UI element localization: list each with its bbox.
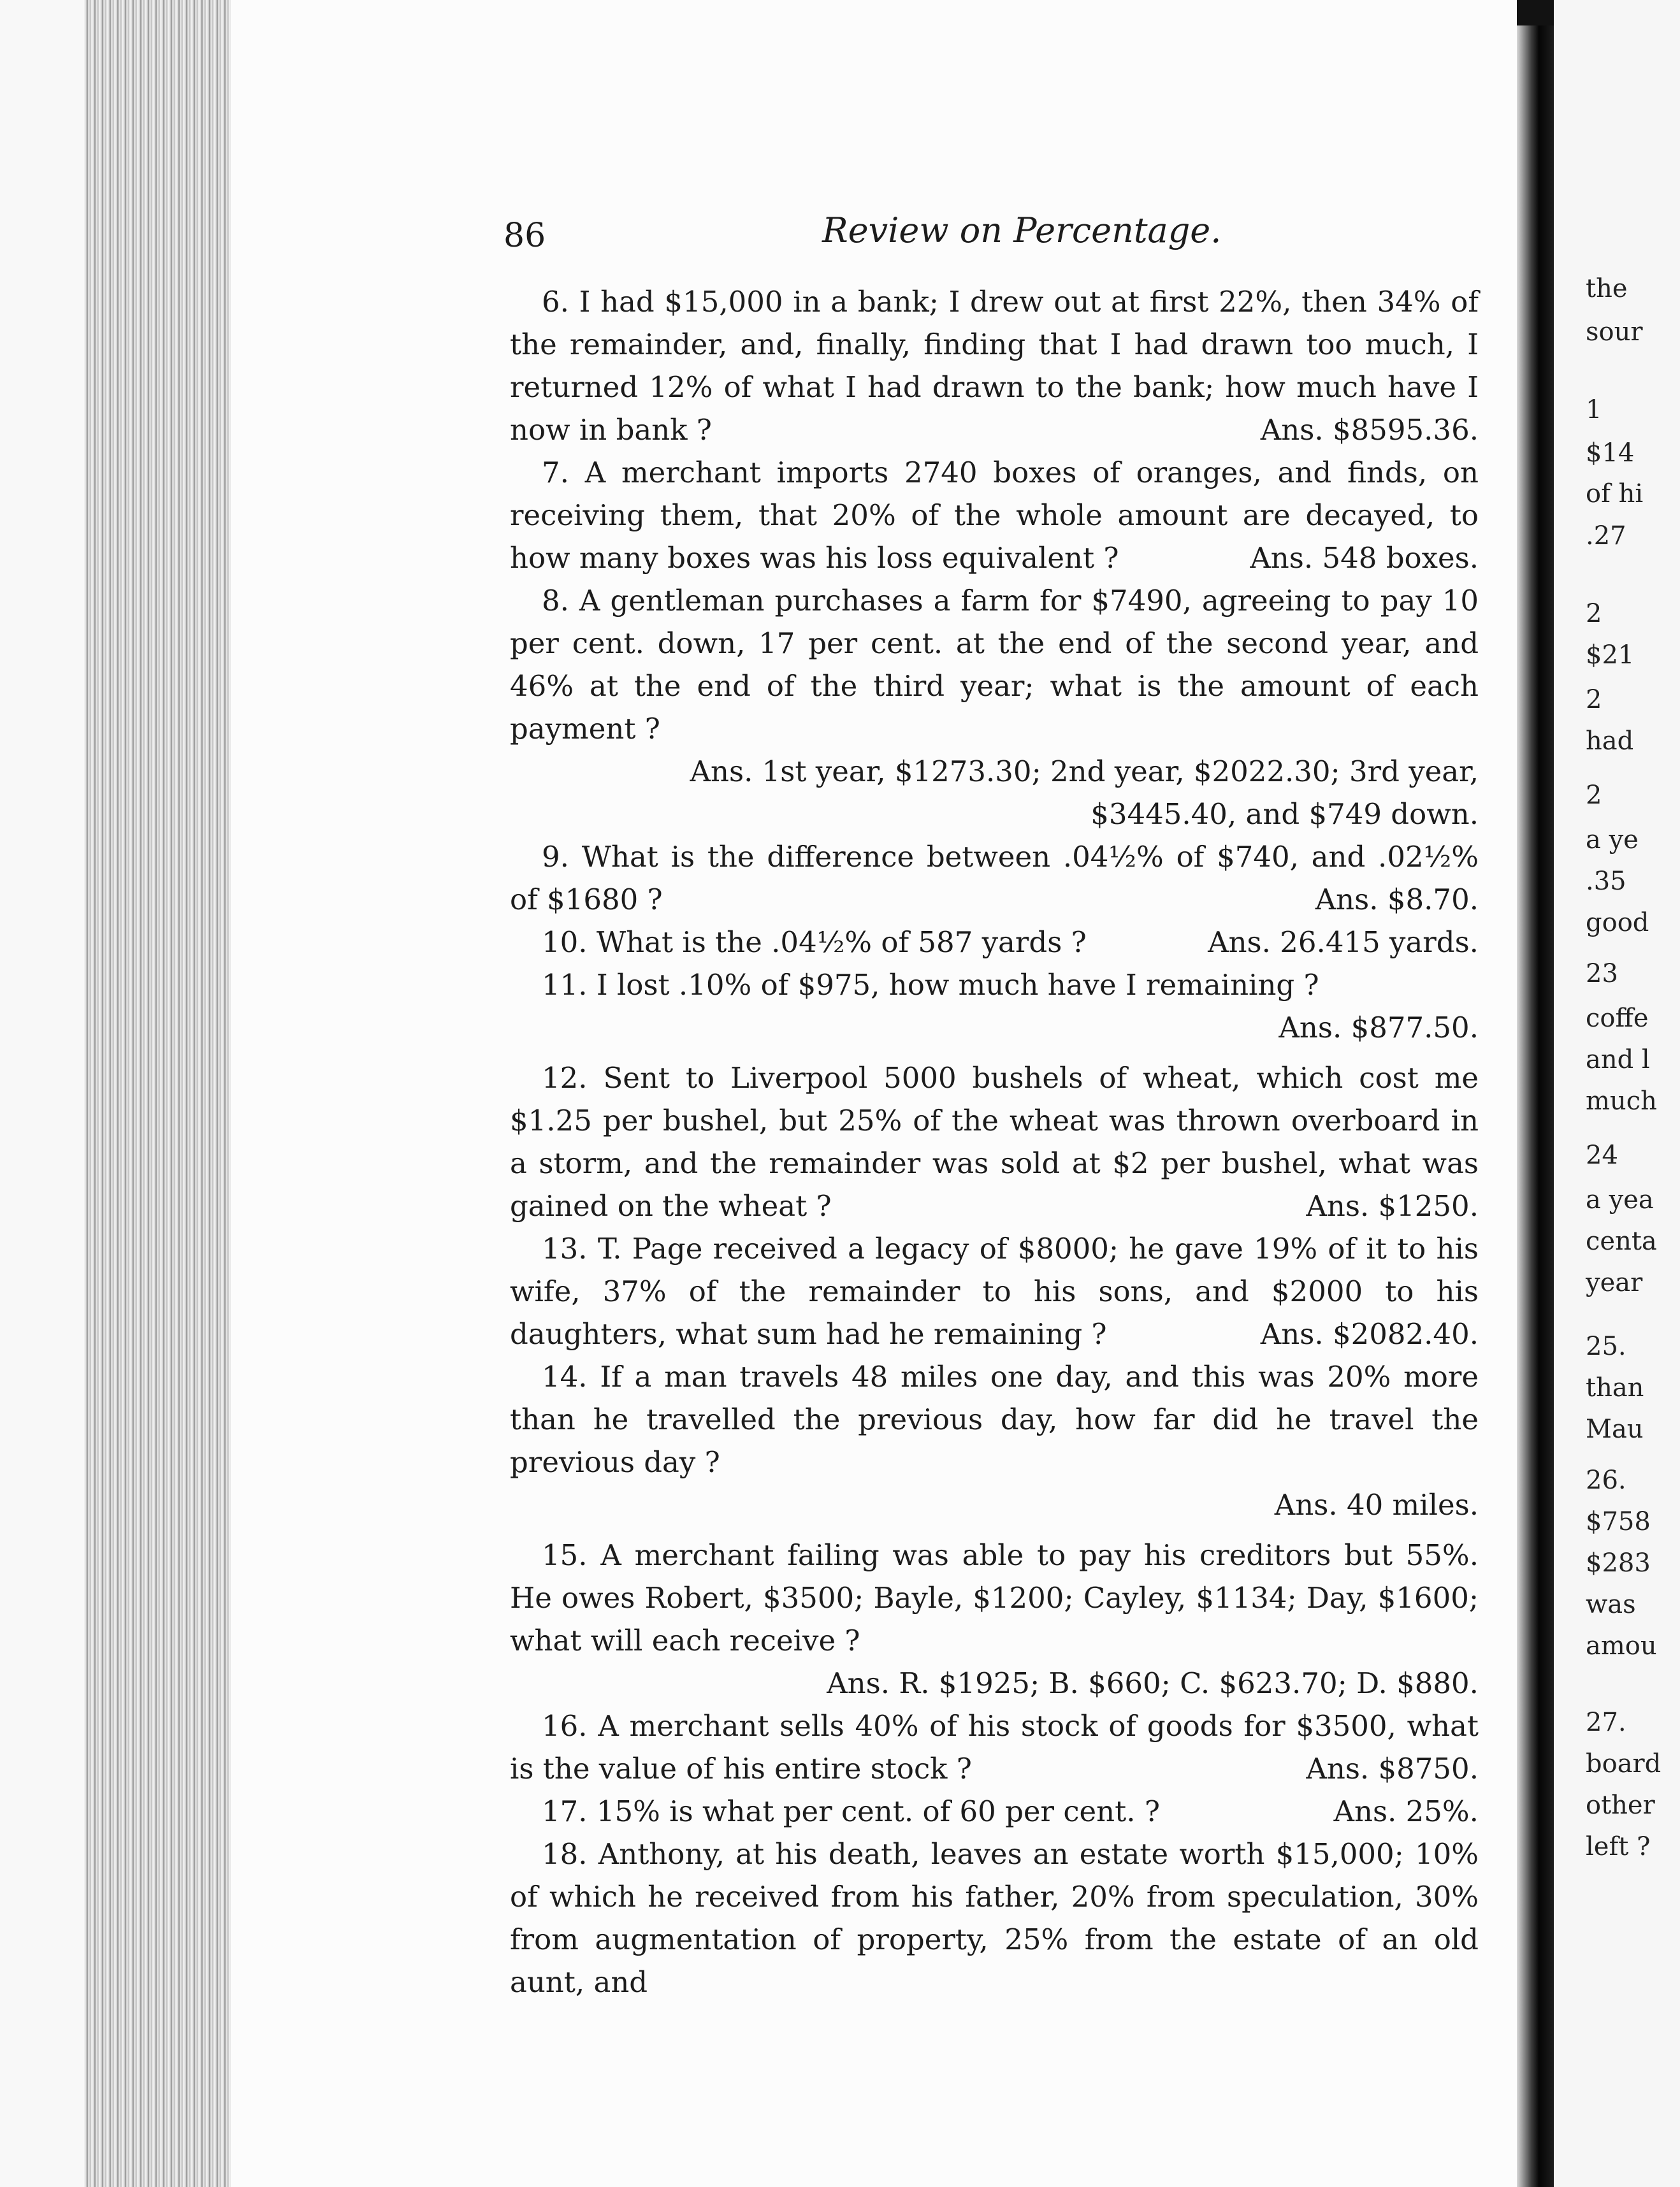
problem-answer: Ans. $877.50.	[1278, 1011, 1479, 1044]
problem-number: 16.	[542, 1709, 588, 1743]
scan-left-margin	[0, 0, 84, 2187]
facing-line: left ?	[1586, 1832, 1651, 1861]
problem-text: What is the .04½% of 587 yards ?	[596, 925, 1087, 959]
facing-line: Mau	[1586, 1415, 1644, 1444]
facing-line: than	[1586, 1373, 1644, 1403]
problem-14	[510, 1355, 1479, 1483]
problem-answer: Ans. 25%.	[1333, 1794, 1479, 1828]
facing-line: 1	[1586, 395, 1602, 424]
facing-line: sour	[1586, 317, 1643, 347]
problem-answer: Ans. $8750.	[1306, 1752, 1479, 1786]
problem-answer: $3445.40, and $749 down.	[1090, 797, 1479, 831]
problem-answer: Ans. $8595.36.	[1260, 413, 1479, 447]
problem-7	[510, 451, 1479, 579]
facing-line: .27	[1586, 521, 1626, 551]
facing-line: $283	[1586, 1548, 1651, 1578]
problem-15	[510, 1534, 1479, 1662]
facing-line: a ye	[1586, 825, 1639, 855]
problem-text: I lost .10% of $975, how much have I remaining ?	[596, 968, 1319, 1002]
problem-6	[510, 280, 1479, 451]
problem-number: 10.	[542, 925, 588, 959]
book-gutter	[1517, 25, 1554, 2187]
facing-line: coffe	[1586, 1004, 1649, 1033]
problem-text: Sent to Liverpool 5000 bushels of wheat, which cost me $1.25 per bushel, but 25% of the wheat was thrown overboard in a storm, and the remainder was sold at $2 per bushel, what was gained on the wheat ?	[510, 1061, 1479, 1223]
book-fore-edge	[84, 0, 231, 2187]
problem-list	[510, 280, 1479, 2003]
problem-text: If a man travels 48 miles one day, and this was 20% more than he travelled the previous day, how far did he travel the previous day ?	[510, 1360, 1479, 1479]
problem-10	[510, 921, 1479, 964]
problem-18	[510, 1833, 1479, 2003]
problem-text: A merchant imports 2740 boxes of oranges, and finds, on receiving them, that 20% of the whole amount are decayed, to how many boxes was his loss equivalent ?	[510, 456, 1479, 575]
facing-line: 27.	[1586, 1708, 1626, 1737]
facing-line: centa	[1586, 1227, 1657, 1256]
facing-line: was	[1586, 1590, 1636, 1619]
problem-9	[510, 835, 1479, 921]
facing-line: .35	[1586, 867, 1626, 896]
problem-text: Anthony, at his death, leaves an estate worth $15,000; 10% of which he received from his father, 20% from speculation, 30% from augmentation of property, 25% from the estate of an old aunt, and	[510, 1837, 1479, 1999]
facing-line: board	[1586, 1749, 1662, 1779]
problem-text: 15% is what per cent. of 60 per cent. ?	[596, 1794, 1160, 1828]
facing-line: had	[1586, 726, 1634, 756]
problem-answer: Ans. R. $1925; B. $660; C. $623.70; D. $880.	[827, 1666, 1479, 1700]
facing-line: 2	[1586, 781, 1602, 810]
facing-line: 26.	[1586, 1466, 1626, 1495]
page-number: 86	[503, 217, 546, 255]
facing-line: and l	[1586, 1045, 1650, 1074]
facing-line: good	[1586, 908, 1649, 937]
problem-8	[510, 579, 1479, 750]
problem-number: 6.	[542, 285, 569, 319]
facing-line: $14	[1586, 438, 1635, 468]
problem-answer: Ans. 26.415 yards.	[1208, 925, 1479, 959]
facing-page-fragment	[1554, 0, 1680, 2187]
problem-11	[510, 964, 1479, 1006]
facing-line: 25.	[1586, 1332, 1626, 1361]
facing-line: $21	[1586, 640, 1635, 670]
problem-number: 13.	[542, 1232, 588, 1266]
problem-number: 7.	[542, 456, 569, 489]
facing-line: 2	[1586, 599, 1602, 628]
problem-12	[510, 1057, 1479, 1227]
problem-number: 14.	[542, 1360, 588, 1394]
facing-line: of hi	[1586, 479, 1644, 509]
problem-text: A merchant failing was able to pay his creditors but 55%. He owes Robert, $3500; Bayle, $1200; Cayley, $1134; Day, $1600; what will each receive ?	[510, 1538, 1479, 1657]
problem-answer: Ans. $2082.40.	[1260, 1317, 1479, 1351]
problem-number: 8.	[542, 584, 569, 617]
facing-line: 23	[1586, 959, 1618, 988]
problem-text: I had $15,000 in a bank; I drew out at first 22%, then 34% of the remainder, and, finally, finding that I had drawn too much, I returned 12% of what I had drawn to the bank; how much have I now in bank ?	[510, 285, 1479, 447]
problem-17	[510, 1790, 1479, 1833]
facing-line: much	[1586, 1086, 1657, 1116]
facing-line: a yea	[1586, 1185, 1654, 1215]
problem-answer: Ans. 548 boxes.	[1250, 541, 1479, 575]
problem-answer: Ans. 40 miles.	[1274, 1488, 1479, 1522]
problem-13	[510, 1227, 1479, 1355]
problem-answer: Ans. $1250.	[1306, 1189, 1479, 1223]
facing-line: amou	[1586, 1631, 1657, 1661]
facing-line: year	[1586, 1268, 1643, 1297]
problem-16	[510, 1705, 1479, 1790]
facing-line: the	[1586, 274, 1628, 303]
problem-text: T. Page received a legacy of $8000; he gave 19% of it to his wife, 37% of the remainder to his sons, and $2000 to his daughters, what sum had he remaining ?	[510, 1232, 1479, 1351]
problem-number: 9.	[542, 840, 569, 874]
problem-number: 18.	[542, 1837, 588, 1871]
facing-line: 2	[1586, 685, 1602, 714]
problem-text: A merchant sells 40% of his stock of goods for $3500, what is the value of his entire stock ?	[510, 1709, 1479, 1786]
running-title: Review on Percentage.	[822, 210, 1222, 250]
problem-number: 15.	[542, 1538, 588, 1572]
problem-number: 17.	[542, 1794, 588, 1828]
facing-line: 24	[1586, 1141, 1618, 1170]
problem-number: 12.	[542, 1061, 588, 1095]
problem-number: 11.	[542, 968, 588, 1002]
problem-text: A gentleman purchases a farm for $7490, agreeing to pay 10 per cent. down, 17 per cent. at the end of the second year, and 46% at the end of the third year; what is the amount of each payment ?	[510, 584, 1479, 746]
facing-line: $758	[1586, 1507, 1651, 1536]
facing-line: other	[1586, 1791, 1655, 1820]
problem-answer: Ans. $8.70.	[1315, 883, 1479, 916]
problem-answer: Ans. 1st year, $1273.30; 2nd year, $2022.30; 3rd year,	[690, 754, 1479, 788]
problem-text: What is the difference between .04½% of $740, and .02½% of $1680 ?	[510, 840, 1479, 916]
